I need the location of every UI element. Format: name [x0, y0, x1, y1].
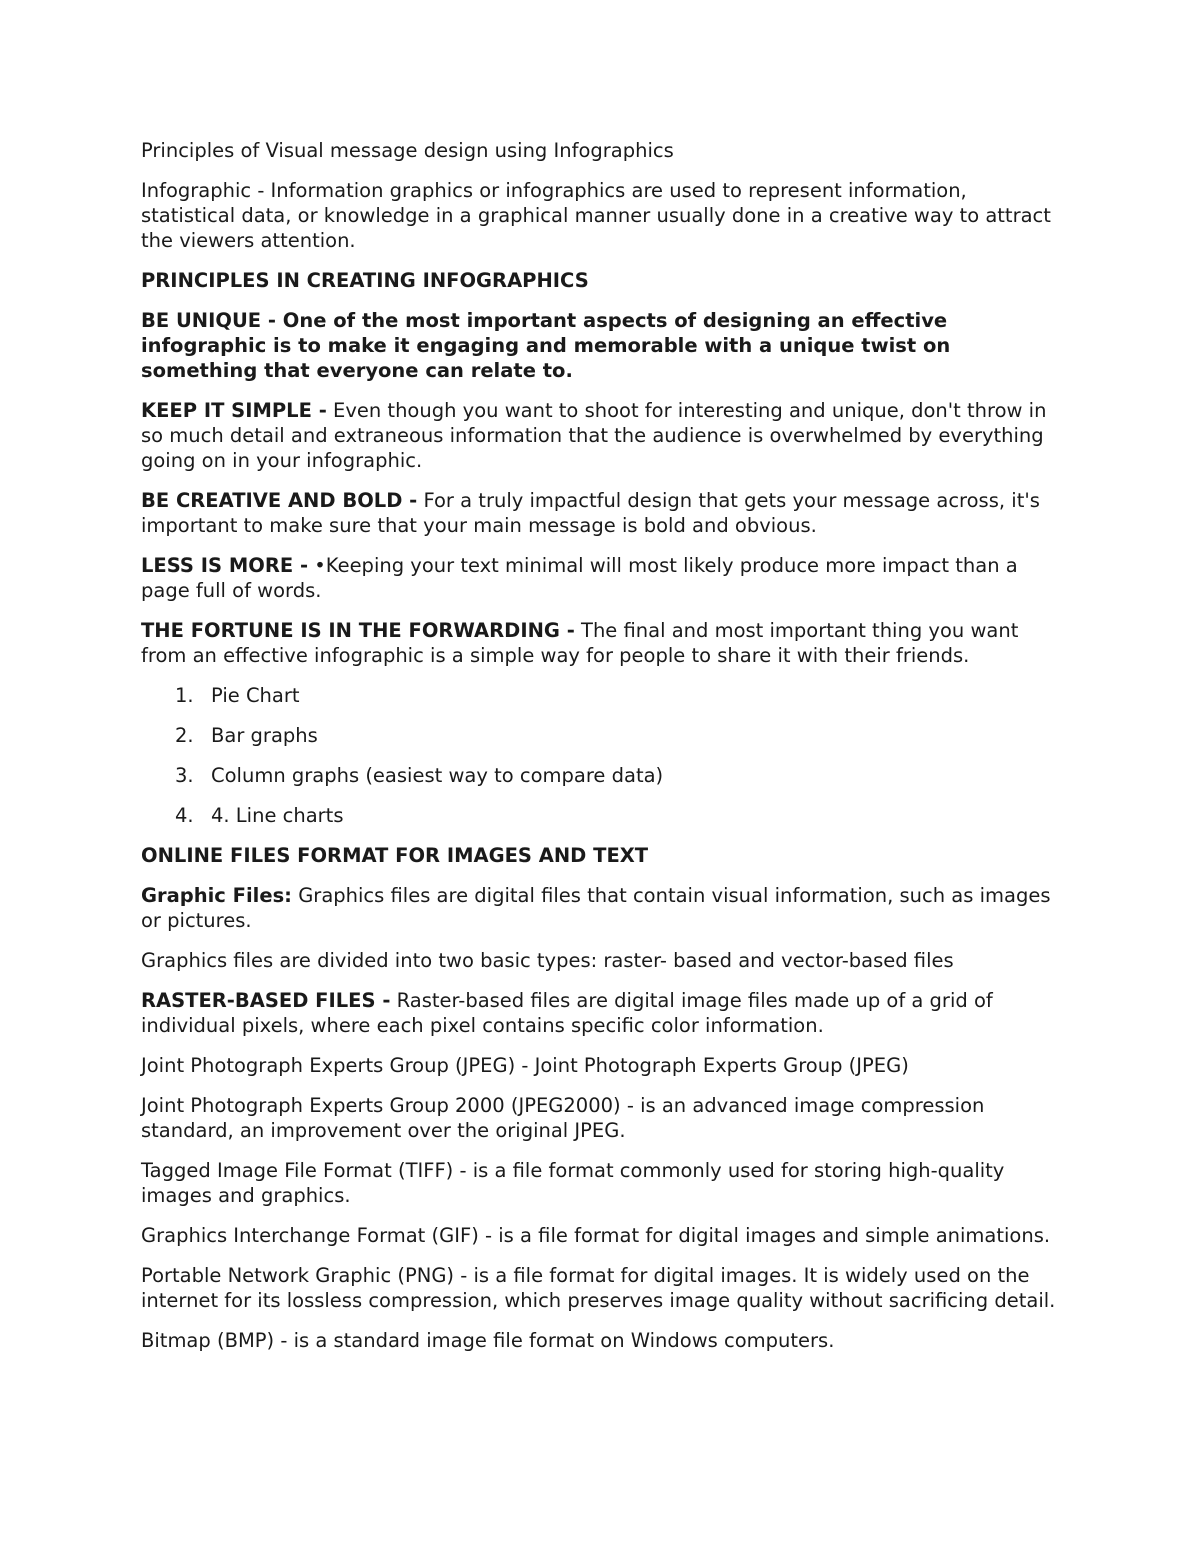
- infographic-definition: Infographic - Information graphics or infographics are used to represent information, statistical data, or knowledge in a graphical manner usually done in a creative way to attract the viewers attention.: [141, 179, 1051, 252]
- principle-forwarding: [141, 618, 1066, 668]
- list-number: 2.: [175, 724, 194, 747]
- list-number: 3.: [175, 764, 194, 787]
- principle-text: The final and most important thing you want from an effective infographic is a simple way for people to share it with their friends.: [141, 619, 1019, 667]
- list-number: 4.: [175, 804, 194, 827]
- graphic-files-text: Graphics files are digital files that contain visual information, such as images or pictures.: [141, 884, 1051, 932]
- principle-label: KEEP IT SIMPLE -: [141, 399, 327, 422]
- principle-label: BE CREATIVE AND BOLD -: [141, 489, 418, 512]
- format-bmp: Bitmap (BMP) - is a standard image file format on Windows computers.: [141, 1329, 835, 1352]
- principle-keep-it-simple: [141, 398, 1066, 473]
- format-tiff: Tagged Image File Format (TIFF) - is a file format commonly used for storing high-quality images and graphics.: [141, 1159, 1005, 1207]
- format-gif: Graphics Interchange Format (GIF) - is a file format for digital images and simple animations.: [141, 1224, 1051, 1247]
- chart-types-list: [141, 683, 1066, 828]
- list-text: Column graphs (easiest way to compare data): [211, 764, 664, 787]
- list-item: [141, 683, 1066, 708]
- format-png: Portable Network Graphic (PNG) - is a file format for digital images. It is widely used on the internet for its lossless compression, which preserves image quality without sacrificing detail.: [141, 1264, 1056, 1312]
- raster-label: RASTER-BASED FILES -: [141, 989, 391, 1012]
- graphic-files-paragraph: [141, 883, 1066, 933]
- principle-label: BE UNIQUE -: [141, 309, 276, 332]
- list-text: Pie Chart: [211, 684, 300, 707]
- principle-text: •Keeping your text minimal will most likely produce more impact than a page full of words.: [141, 554, 1018, 602]
- principle-text: For a truly impactful design that gets your message across, it's important to make sure that your main message is bold and obvious.: [141, 489, 1040, 537]
- list-item: [141, 723, 1066, 748]
- principle-less-is-more: [141, 553, 1066, 603]
- document-title: Principles of Visual message design using Infographics: [141, 139, 674, 162]
- format-jpeg2000: Joint Photograph Experts Group 2000 (JPEG2000) - is an advanced image compression standard, an improvement over the original JPEG.: [141, 1094, 985, 1142]
- list-text: Bar graphs: [211, 724, 318, 747]
- file-types-sentence: Graphics files are divided into two basic types: raster- based and vector-based files: [141, 949, 954, 972]
- principle-be-creative: [141, 488, 1066, 538]
- document-page: [141, 138, 1066, 1368]
- format-jpeg: Joint Photograph Experts Group (JPEG) - Joint Photograph Experts Group (JPEG): [141, 1054, 909, 1077]
- raster-paragraph: [141, 988, 1066, 1038]
- raster-text: Raster-based files are digital image files made up of a grid of individual pixels, where each pixel contains specific color information.: [141, 989, 993, 1037]
- list-item: [141, 803, 1066, 828]
- list-item: [141, 763, 1066, 788]
- principle-be-unique: [141, 308, 1066, 383]
- list-text: 4. Line charts: [211, 804, 344, 827]
- list-number: 1.: [175, 684, 194, 707]
- principle-label: THE FORTUNE IS IN THE FORWARDING -: [141, 619, 575, 642]
- principles-heading: PRINCIPLES IN CREATING INFOGRAPHICS: [141, 269, 589, 292]
- principle-text: Even though you want to shoot for interesting and unique, don't throw in so much detail and extraneous information that the audience is overwhelmed by everything going on in your infographic.: [141, 399, 1047, 472]
- principle-label: LESS IS MORE -: [141, 554, 309, 577]
- principle-text: One of the most important aspects of designing an effective infographic is to make it engaging and memorable with a unique twist on something that everyone can relate to.: [141, 309, 951, 382]
- formats-heading: ONLINE FILES FORMAT FOR IMAGES AND TEXT: [141, 844, 649, 867]
- graphic-files-label: Graphic Files:: [141, 884, 292, 907]
